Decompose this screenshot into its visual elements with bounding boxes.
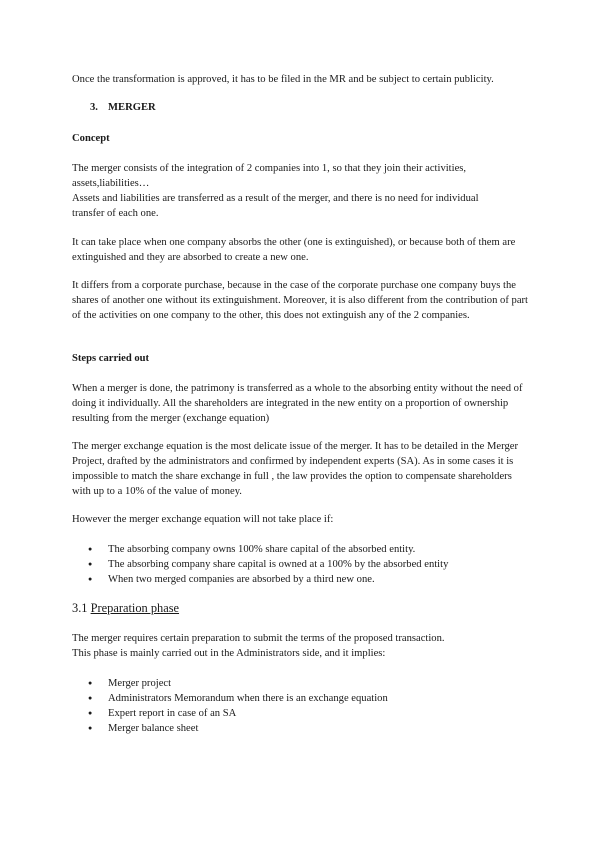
list-item: ● The absorbing company owns 100% share capital of the absorbed entity. <box>72 542 532 557</box>
concept-paragraph-1: The merger consists of the integration of 2 companies into 1, so that they join their activities, assets,liabilities… <box>72 163 467 189</box>
list-item: ● Administrators Memorandum when there is an exchange equation <box>72 691 532 706</box>
concept-paragraph-1b: Assets and liabilities are transferred as a result of the merger, and there is no need for individual transfer of each one. <box>72 193 479 219</box>
preparation-list <box>72 676 532 736</box>
list-item: ● Merger project <box>72 676 532 691</box>
section-title: MERGER <box>108 102 156 113</box>
concept-paragraph-3: It differs from a corporate purchase, because in the case of the corporate purchase one company buys the shares of another one without its extinguishment. Moreover, it is also different from the contribution of part of the activities on one company to the other, this does not extinguish any of the 2 companies. <box>72 280 528 321</box>
steps-heading: Steps carried out <box>72 353 150 364</box>
steps-paragraph-1: When a merger is done, the patrimony is transferred as a whole to the absorbing entity without the need of doing it individually. All the shareholders are integrated in the new entity on a proportion of ownership resulting from the merger (exchange equation) <box>72 383 523 424</box>
concept-heading: Concept <box>72 133 110 144</box>
list-item: ● When two merged companies are absorbed by a third new one. <box>72 572 532 587</box>
subsection-heading-preparation <box>72 600 532 616</box>
intro-paragraph: Once the transformation is approved, it has to be filed in the MR and be subject to certain publicity. <box>72 74 494 85</box>
list-item: ● Merger balance sheet <box>72 721 532 736</box>
subsection-number: 3.1 <box>72 601 88 615</box>
prep-paragraph-1: The merger requires certain preparation to submit the terms of the proposed transaction. <box>72 633 445 644</box>
section-number: 3. <box>90 102 98 113</box>
section-heading-merger <box>90 100 550 115</box>
subsection-title: Preparation phase <box>90 601 180 615</box>
concept-paragraph-2: It can take place when one company absorbs the other (one is extinguished), or because both of them are extinguished and they are absorbed to create a new one. <box>72 237 516 263</box>
list-item: ● Expert report in case of an SA <box>72 706 532 721</box>
steps-paragraph-3: However the merger exchange equation will not take place if: <box>72 514 334 525</box>
exception-list <box>72 542 532 587</box>
prep-paragraph-1b: This phase is mainly carried out in the Administrators side, and it implies: <box>72 648 386 659</box>
list-item: ● The absorbing company share capital is owned at a 100% by the absorbed entity <box>72 557 532 572</box>
steps-paragraph-2: The merger exchange equation is the most delicate issue of the merger. It has to be detailed in the Merger Project, drafted by the administrators and confirmed by independent experts (SA). As in some cases it is impossible to match the share exchange in full , the law provides the option to compensate shareholders with up to a 10% of the value of money. <box>72 441 518 497</box>
